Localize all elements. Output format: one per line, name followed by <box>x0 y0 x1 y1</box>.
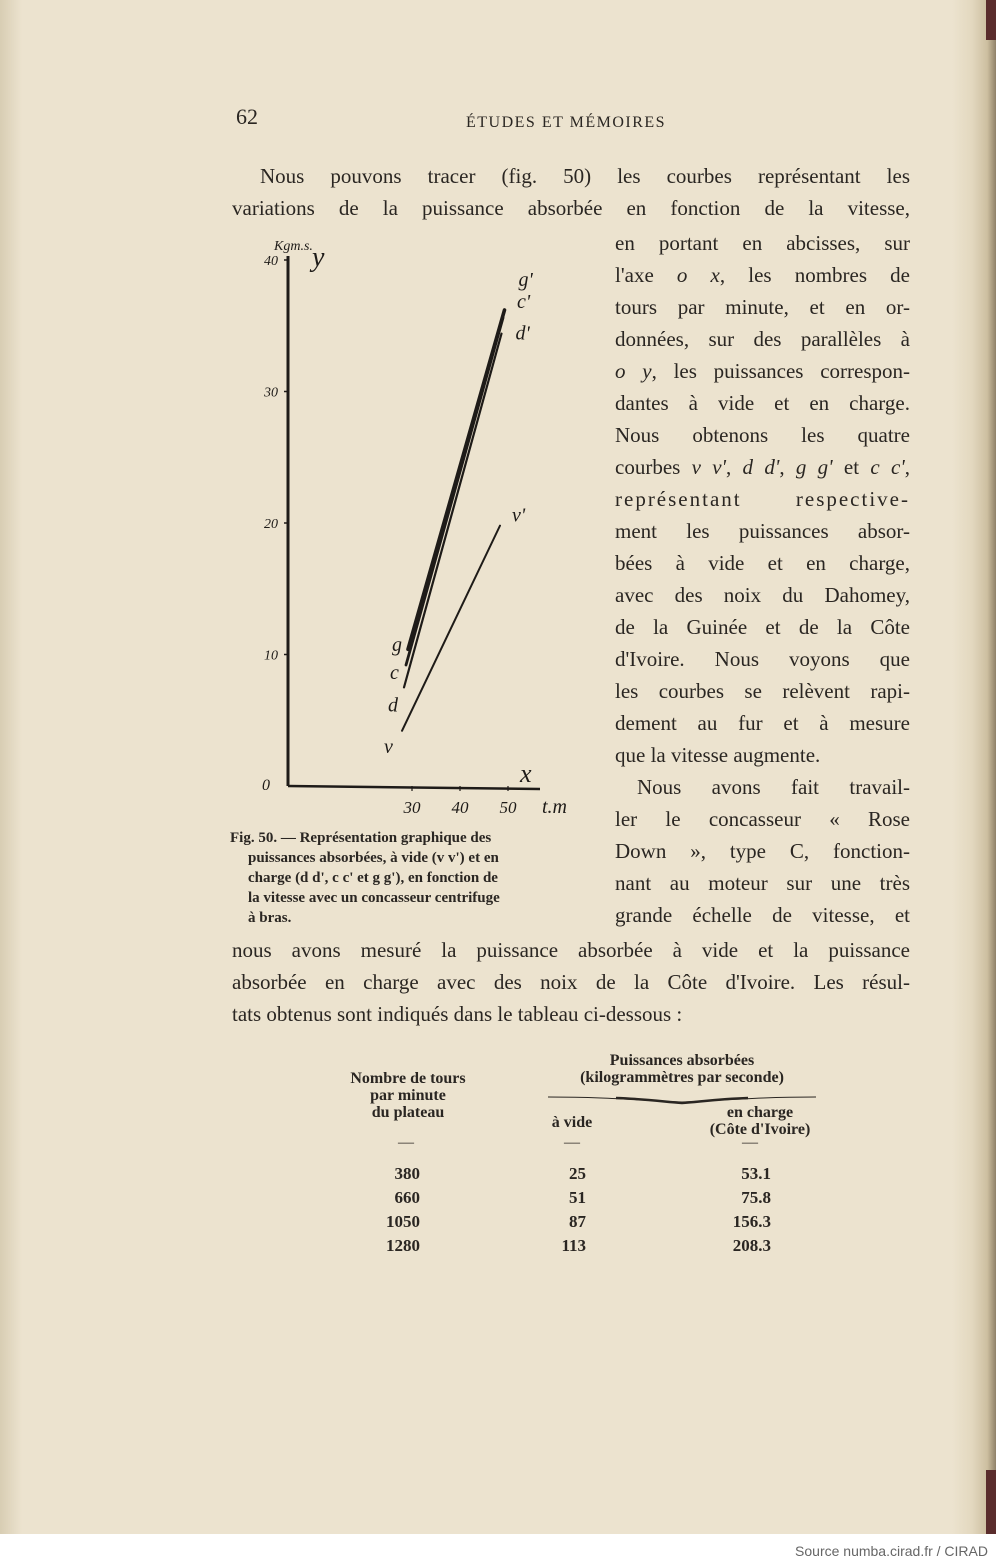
paragraph-line: absorbée en charge avec des noix de la Côte d'Ivoire. Les résul- <box>232 970 910 994</box>
column-line: ler le concasseur « Rose <box>615 807 910 831</box>
series-end-label: v' <box>512 504 526 527</box>
table-cell: 156.3 <box>732 1212 771 1231</box>
column-line: les courbes se relèvent rapi- <box>615 679 910 703</box>
paragraph-line: nous avons mesuré la puissance absorbée à vide et la puissance <box>232 938 910 962</box>
column-line: Nous avons fait travail- <box>637 775 910 799</box>
table-cell: 25 <box>569 1164 586 1183</box>
table-cell: 1280 <box>386 1236 420 1255</box>
y-tick-label: 30 <box>264 385 278 401</box>
column-dash: — <box>398 1134 414 1151</box>
table-cell: 87 <box>569 1212 586 1231</box>
column-line: Down », type C, fonction- <box>615 839 910 863</box>
header-text: en charge <box>726 1104 794 1121</box>
series-end-label: d' <box>515 322 530 345</box>
caption-line: la vitesse avec un concasseur centrifuge <box>248 890 500 906</box>
header-text: Nombre de tours <box>350 1070 466 1087</box>
table-cell: 380 <box>394 1164 420 1183</box>
column-line: bées à vide et en charge, <box>615 551 910 575</box>
y-tick-label: 40 <box>264 254 278 269</box>
caption-line: charge (d d', c c' et g g'), en fonction de <box>248 870 498 886</box>
chart-series <box>402 310 505 731</box>
table-subheader-vide: à vide <box>551 1114 593 1131</box>
column-line: tours par minute, et en or- <box>615 295 910 319</box>
table-cell: 208.3 <box>732 1236 771 1255</box>
column-line: dement au fur et à mesure <box>615 711 910 735</box>
table-subheader-charge <box>690 1104 830 1138</box>
column-line: courbes v v', d d', g g' et c c', <box>615 455 911 479</box>
caption-line: puissances absorbées, à vide (v v') et en <box>248 850 499 866</box>
column-line: d'Ivoire. Nous voyons que <box>615 647 910 671</box>
x-tick-label: 50 <box>499 798 517 817</box>
x-axis-line <box>288 786 540 789</box>
table-cell: 53.1 <box>741 1164 771 1183</box>
x-unit-label: t.m <box>542 796 567 818</box>
table-cell: 51 <box>569 1188 586 1207</box>
column-dash: — <box>564 1134 580 1151</box>
page-right-edge <box>952 0 996 1534</box>
header-text: Puissances absorbées <box>609 1052 755 1069</box>
figure-caption <box>230 828 586 928</box>
column-line: o y, les puissances correspon- <box>615 359 911 383</box>
column-dash: — <box>742 1134 758 1151</box>
paragraph-line: tats obtenus sont indiqués dans le tableau ci-dessous : <box>232 1002 683 1026</box>
column-line: ment les puissances absor- <box>615 519 910 543</box>
series-line-g <box>408 310 505 649</box>
binding-strip-top <box>986 0 996 40</box>
paragraph-line: variations de la puissance absorbée en fonction de la vitesse, <box>232 196 910 220</box>
source-credit: Source numba.cirad.fr / CIRAD <box>795 1543 988 1559</box>
table-cell: 113 <box>561 1236 586 1255</box>
column-line: données, sur des parallèles à <box>615 327 910 351</box>
y-unit-label: Kgm.s. <box>274 239 313 254</box>
y-tick-label: 20 <box>264 517 278 532</box>
table-cell: 660 <box>394 1188 420 1207</box>
caption-label: Fig. 50. <box>230 830 278 846</box>
series-start-label: c <box>390 662 399 685</box>
header-text: du plateau <box>371 1104 445 1121</box>
x-tick-label: 30 <box>403 798 421 817</box>
column-line: de la Guinée et de la Côte <box>615 615 910 639</box>
header-text: (Côte d'Ivoire) <box>709 1121 811 1138</box>
page-left-shadow <box>0 0 22 1534</box>
column-line: représentant respective- <box>615 487 910 511</box>
running-title: ÉTUDES ET MÉMOIRES <box>466 114 667 131</box>
table-col1-header <box>318 1070 498 1121</box>
column-line: grande échelle de vitesse, et <box>615 903 910 927</box>
series-start-label: g <box>392 634 402 657</box>
x-tick-label: 40 <box>451 798 469 817</box>
column-line: l'axe o x, les nombres de <box>615 263 910 287</box>
column-line: Nous obtenons les quatre <box>615 423 910 447</box>
header-text: (kilogrammètres par seconde) <box>580 1069 784 1086</box>
series-start-label: v <box>384 735 393 758</box>
header-text: par minute <box>370 1087 446 1104</box>
origin-label: 0 <box>262 777 270 794</box>
page-number: 62 <box>236 104 258 129</box>
series-line-d <box>404 334 502 688</box>
table-cell: 75.8 <box>741 1188 771 1207</box>
paragraph-line: Nous pouvons tracer (fig. 50) les courbes représentant les <box>260 164 910 188</box>
column-line: en portant en abcisses, sur <box>615 231 910 255</box>
caption-line: — Représentation graphique des <box>280 830 492 846</box>
series-start-label: d <box>388 694 398 717</box>
caption-line: à bras. <box>248 910 292 926</box>
table-group-header <box>540 1052 824 1086</box>
y-tick-label: 10 <box>264 648 278 664</box>
table-cell: 1050 <box>386 1212 420 1231</box>
column-line: dantes à vide et en charge. <box>615 391 910 415</box>
y-axis-letter: y <box>312 242 325 273</box>
series-end-label: g' <box>518 268 533 291</box>
column-line: avec des noix du Dahomey, <box>615 583 910 607</box>
column-line: nant au moteur sur une très <box>615 871 910 895</box>
series-end-label: c' <box>517 290 531 313</box>
binding-strip-bottom <box>986 1470 996 1534</box>
x-axis-letter: x <box>520 759 532 788</box>
column-line: que la vitesse augmente. <box>615 743 821 767</box>
figure-50-chart <box>240 238 600 828</box>
chart-labels <box>262 239 567 818</box>
